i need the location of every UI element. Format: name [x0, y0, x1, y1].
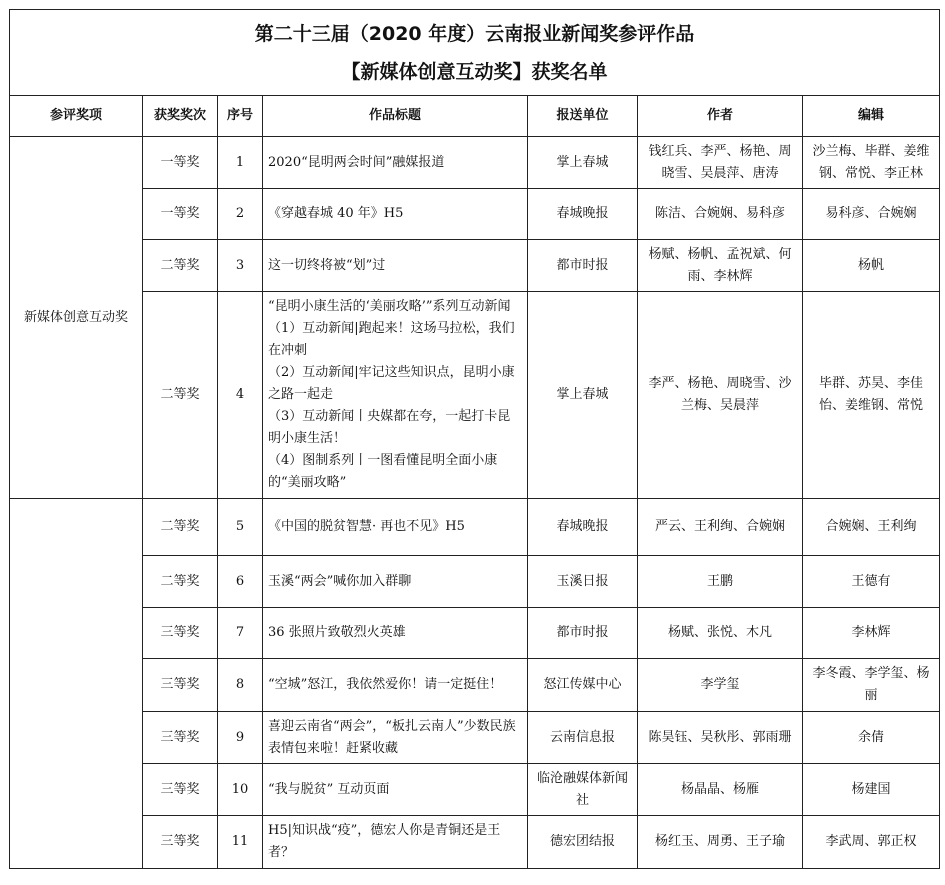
- authors-cell: 杨赋、杨帆、孟祝斌、何雨、李林辉: [638, 240, 803, 292]
- table-row: [10, 189, 940, 240]
- category-cell-empty: [10, 499, 143, 869]
- unit-cell: 云南信息报: [528, 712, 638, 764]
- editors-cell: 合婉娴、王利绚: [803, 499, 940, 556]
- unit-cell: 掌上春城: [528, 292, 638, 499]
- unit-cell: 春城晚报: [528, 499, 638, 556]
- table-row: [10, 764, 940, 816]
- no-cell: 5: [218, 499, 263, 556]
- header-row: [10, 96, 940, 137]
- award-cell: 二等奖: [143, 292, 218, 499]
- header-work-title: 作品标题: [263, 96, 528, 137]
- table-row: [10, 556, 940, 608]
- editors-cell: 李武周、郭正权: [803, 816, 940, 869]
- title-cell: “我与脱贫” 互动页面: [263, 764, 528, 816]
- authors-cell: 杨晶晶、杨雁: [638, 764, 803, 816]
- no-cell: 7: [218, 608, 263, 659]
- title-cell: 36 张照片致敬烈火英雄: [263, 608, 528, 659]
- table-title: [10, 10, 940, 96]
- authors-cell: 杨红玉、周勇、王子瑜: [638, 816, 803, 869]
- title-line: （3）互动新闻丨央媒都在夸，一起打卡昆明小康生活！: [268, 409, 511, 446]
- editors-cell: 王德有: [803, 556, 940, 608]
- authors-cell: 严云、王利绚、合婉娴: [638, 499, 803, 556]
- table-row: [10, 712, 940, 764]
- title-cell: 2020“昆明两会时间”融媒报道: [263, 137, 528, 189]
- unit-cell: 都市时报: [528, 240, 638, 292]
- no-cell: 9: [218, 712, 263, 764]
- unit-cell: 都市时报: [528, 608, 638, 659]
- authors-cell: 杨赋、张悦、木凡: [638, 608, 803, 659]
- editors-cell: 杨帆: [803, 240, 940, 292]
- table-row: [10, 816, 940, 869]
- title-line: “昆明小康生活的‘美丽攻略’”系列互动新闻: [268, 299, 511, 314]
- editors-cell: 李冬霞、李学玺、杨丽: [803, 659, 940, 712]
- award-cell: 二等奖: [143, 499, 218, 556]
- authors-cell: 钱红兵、李严、杨艳、周晓雪、吴晨萍、唐涛: [638, 137, 803, 189]
- title-cell: 玉溪“两会”喊你加入群聊: [263, 556, 528, 608]
- award-cell: 三等奖: [143, 764, 218, 816]
- no-cell: 1: [218, 137, 263, 189]
- unit-cell: 怒江传媒中心: [528, 659, 638, 712]
- title-cell: “空城”怒江，我依然爱你！请一定挺住！: [263, 659, 528, 712]
- table-row: [10, 659, 940, 712]
- no-cell: 4: [218, 292, 263, 499]
- editors-cell: 李林辉: [803, 608, 940, 659]
- authors-cell: 李严、杨艳、周晓雪、沙兰梅、吴晨萍: [638, 292, 803, 499]
- title-cell: 喜迎云南省“两会”，“板扎云南人”少数民族表情包来啦！赶紧收藏: [263, 712, 528, 764]
- unit-cell: 德宏团结报: [528, 816, 638, 869]
- header-editors: 编辑: [803, 96, 940, 137]
- table-row: [10, 499, 940, 556]
- title-line-2: 【新媒体创意互动奖】获奖名单: [341, 60, 608, 83]
- editors-cell: 易科彦、合婉娴: [803, 189, 940, 240]
- award-cell: 三等奖: [143, 608, 218, 659]
- award-cell: 一等奖: [143, 137, 218, 189]
- no-cell: 2: [218, 189, 263, 240]
- award-cell: 三等奖: [143, 816, 218, 869]
- category-cell: 新媒体创意互动奖: [10, 137, 143, 499]
- no-cell: 8: [218, 659, 263, 712]
- table-row: [10, 137, 940, 189]
- title-cell: H5|知识战“疫”，德宏人你是青铜还是王者？: [263, 816, 528, 869]
- header-award: 获奖奖次: [143, 96, 218, 137]
- title-line-1: 第二十三届（2020 年度）云南报业新闻奖参评作品: [254, 22, 695, 45]
- header-authors: 作者: [638, 96, 803, 137]
- unit-cell: 掌上春城: [528, 137, 638, 189]
- authors-cell: 陈昊钰、吴秋彤、郭雨珊: [638, 712, 803, 764]
- no-cell: 6: [218, 556, 263, 608]
- award-cell: 三等奖: [143, 659, 218, 712]
- editors-cell: 毕群、苏昊、李佳怡、姜维钢、常悦: [803, 292, 940, 499]
- editors-cell: 余倩: [803, 712, 940, 764]
- award-cell: 一等奖: [143, 189, 218, 240]
- title-line: （4）图制系列丨一图看懂昆明全面小康的“美丽攻略”: [268, 453, 498, 490]
- award-table: [9, 9, 940, 869]
- award-cell: 二等奖: [143, 240, 218, 292]
- unit-cell: 春城晚报: [528, 189, 638, 240]
- table-row: [10, 292, 940, 499]
- authors-cell: 李学玺: [638, 659, 803, 712]
- title-cell: 这一切终将被“划”过: [263, 240, 528, 292]
- unit-cell: 临沧融媒体新闻社: [528, 764, 638, 816]
- no-cell: 3: [218, 240, 263, 292]
- no-cell: 11: [218, 816, 263, 869]
- unit-cell: 玉溪日报: [528, 556, 638, 608]
- title-line: （1）互动新闻|跑起来！这场马拉松，我们在冲刺: [268, 321, 515, 358]
- title-cell: [263, 292, 528, 499]
- award-list-sheet: [9, 9, 939, 869]
- header-category: 参评奖项: [10, 96, 143, 137]
- title-cell: 《中国的脱贫智慧· 再也不见》H5: [263, 499, 528, 556]
- award-cell: 二等奖: [143, 556, 218, 608]
- editors-cell: 杨建国: [803, 764, 940, 816]
- no-cell: 10: [218, 764, 263, 816]
- header-no: 序号: [218, 96, 263, 137]
- editors-cell: 沙兰梅、毕群、姜维钢、常悦、李正林: [803, 137, 940, 189]
- header-unit: 报送单位: [528, 96, 638, 137]
- title-line: （2）互动新闻|牢记这些知识点，昆明小康之路一起走: [268, 365, 515, 402]
- table-row: [10, 240, 940, 292]
- authors-cell: 陈洁、合婉娴、易科彦: [638, 189, 803, 240]
- authors-cell: 王鹏: [638, 556, 803, 608]
- award-cell: 三等奖: [143, 712, 218, 764]
- table-row: [10, 608, 940, 659]
- title-cell: 《穿越春城 40 年》H5: [263, 189, 528, 240]
